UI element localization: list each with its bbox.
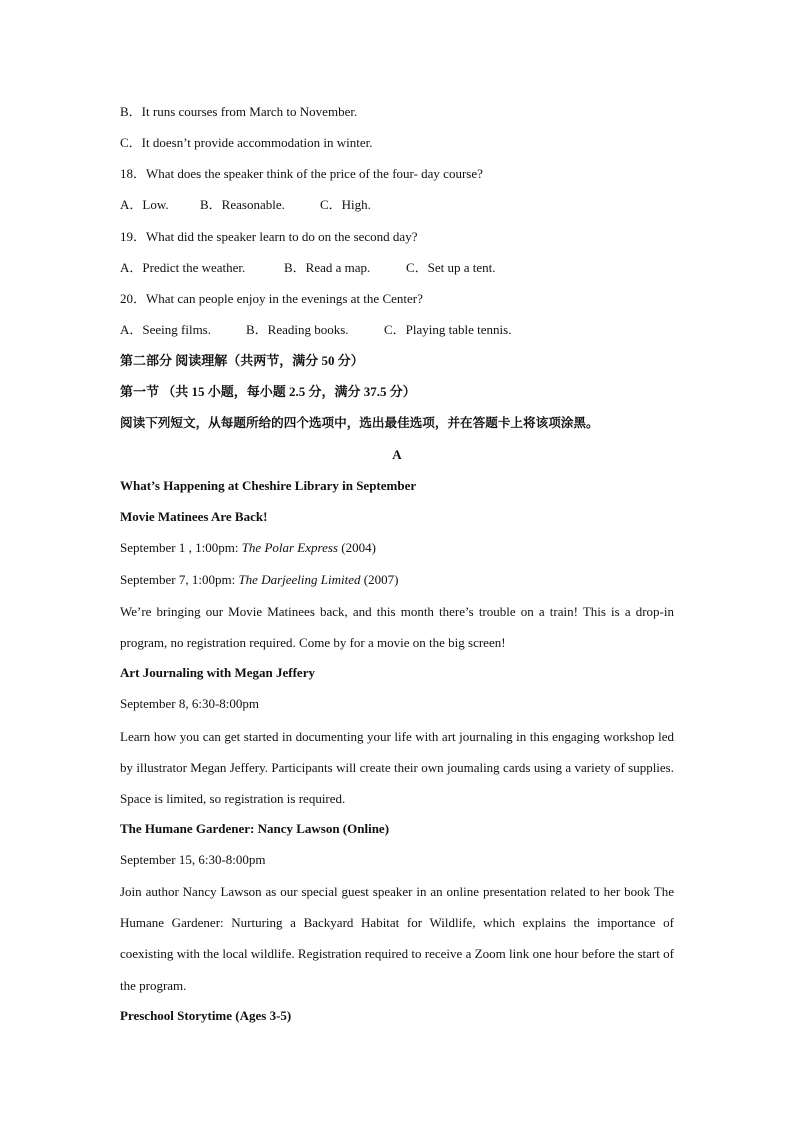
section-part-title: 第二部分 阅读理解（共两节，满分 50 分） [120, 353, 364, 368]
event-heading-movie-matinees: Movie Matinees Are Back! [120, 509, 268, 524]
q17-option-b: B．It runs courses from March to November. [120, 104, 358, 119]
q18-option-b: B．Reasonable. [200, 197, 285, 212]
film-title: The Polar Express [241, 540, 338, 555]
humane-gardener-description: Join author Nancy Lawson as our special guest speaker in an online presentation related to her book The Humane Gardener: Nurturing a Backyard Habitat for Wildlife, which explains the importance of coexisting with the local wildlife. Registration required to receive a Zoom link one hour before the start of the program. [120, 884, 674, 993]
q18-options [120, 195, 674, 215]
q20-option-c: C．Playing table tennis. [384, 322, 512, 337]
movie-schedule-item [120, 538, 674, 558]
event-heading-art-journaling: Art Journaling with Megan Jeffery [120, 665, 315, 680]
film-year: (2004) [337, 540, 376, 555]
art-journaling-description: Learn how you can get started in documenting your life with art journaling in this engaging workshop led by illustrator Megan Jeffery. Participants will create their own joumaling cards using a variety of supplies. Space is limited, so registration is required. [120, 729, 674, 807]
event-heading-humane-gardener: The Humane Gardener: Nancy Lawson (Online) [120, 821, 390, 836]
q18-question: 18．What does the speaker think of the price of the four- day course? [120, 166, 483, 181]
film-year: (2007) [360, 572, 399, 587]
passage-letter: A [392, 447, 402, 462]
schedule-time: September 7, 1:00pm: [120, 572, 239, 587]
movie-matinees-description: We’re bringing our Movie Matinees back, and this month there’s trouble on a train! This is a drop-in program, no registration required. Come by for a movie on the big screen! [120, 604, 674, 651]
q20-question: 20．What can people enjoy in the evenings at the Center? [120, 291, 423, 306]
q20-option-a: A．Seeing films. [120, 322, 211, 337]
film-title: The Darjeeling Limited [238, 572, 361, 587]
schedule-time: September 1 , 1:00pm: [120, 540, 242, 555]
section-instruction: 阅读下列短文，从每题所给的四个选项中，选出最佳选项，并在答题卡上将该项涂黑。 [120, 416, 599, 430]
q19-options [120, 258, 674, 278]
passage-title: What’s Happening at Cheshire Library in September [120, 478, 417, 493]
q19-option-c: C．Set up a tent. [406, 260, 496, 275]
q19-question: 19．What did the speaker learn to do on the second day? [120, 229, 418, 244]
section-sub-title: 第一节 （共 15 小题，每小题 2.5 分，满分 37.5 分） [120, 384, 416, 399]
q17-option-c: C．It doesn’t provide accommodation in winter. [120, 135, 373, 150]
q18-option-a: A．Low. [120, 197, 169, 212]
art-journaling-date: September 8, 6:30-8:00pm [120, 696, 260, 711]
q20-option-b: B．Reading books. [246, 322, 349, 337]
q20-options [120, 320, 674, 340]
q19-option-b: B．Read a map. [284, 260, 371, 275]
event-heading-preschool-storytime: Preschool Storytime (Ages 3-5) [120, 1008, 292, 1023]
movie-schedule-item [120, 570, 674, 590]
q19-option-a: A．Predict the weather. [120, 260, 246, 275]
q18-option-c: C．High. [320, 197, 371, 212]
humane-gardener-date: September 15, 6:30-8:00pm [120, 852, 266, 867]
